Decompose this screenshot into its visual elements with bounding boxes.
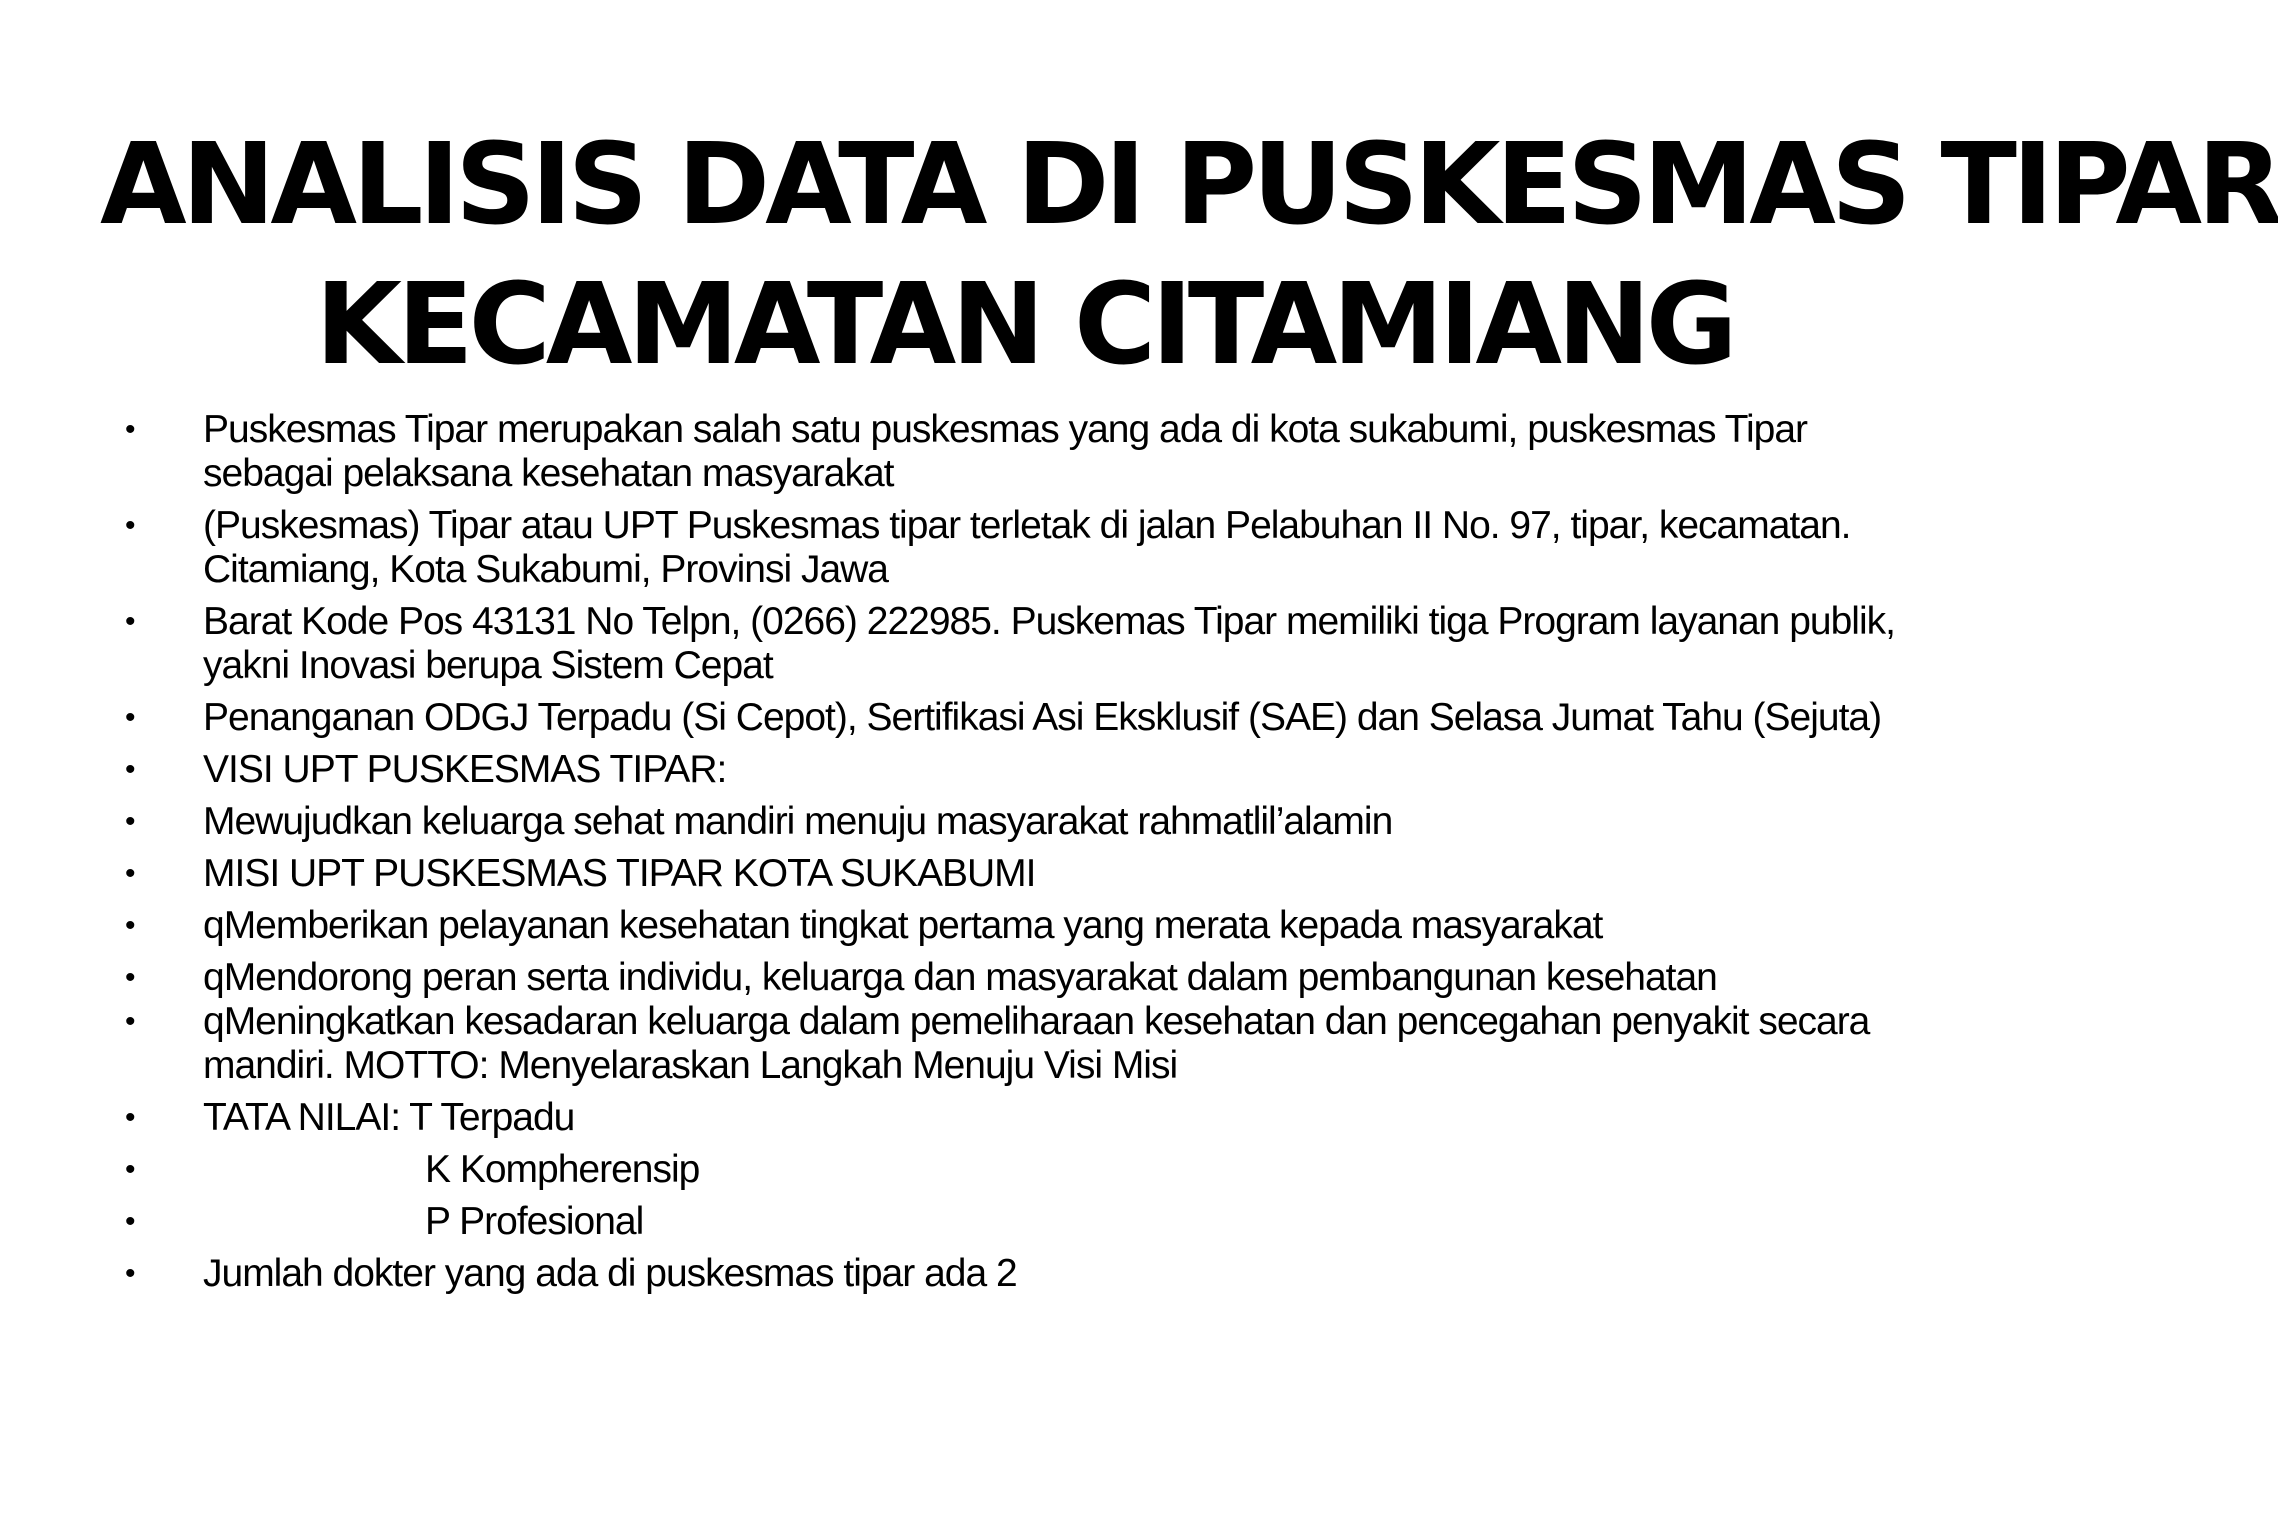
bullet-item bbox=[0, 1096, 1938, 1140]
slide-title bbox=[100, 115, 2278, 395]
bullet-text: (Puskesmas) Tipar atau UPT Puskesmas tipar terletak di jalan Pelabuhan II No. 97, tipar, kecamatan. Citamiang, Kota Sukabumi, Provinsi Jawa bbox=[203, 504, 1851, 591]
slide-title-line-2: KECAMATAN CITAMIANG bbox=[315, 260, 1733, 390]
bullet-dot-icon: • bbox=[125, 1153, 135, 1186]
bullet-dot-icon: • bbox=[125, 1005, 135, 1038]
bullet-item bbox=[0, 1252, 1938, 1296]
bullet-item bbox=[0, 748, 1938, 792]
bullet-item bbox=[0, 852, 1938, 896]
bullet-text: qMemberikan pelayanan kesehatan tingkat pertama yang merata kepada masyarakat bbox=[203, 904, 1603, 947]
bullet-dot-icon: • bbox=[125, 909, 135, 942]
bullet-text: VISI UPT PUSKESMAS TIPAR: bbox=[203, 748, 727, 791]
bullet-item bbox=[0, 600, 1938, 688]
bullet-item bbox=[0, 696, 1938, 740]
bullet-item bbox=[0, 408, 1938, 496]
bullet-item bbox=[0, 1200, 1938, 1244]
bullet-dot-icon: • bbox=[125, 509, 135, 542]
bullet-dot-icon: • bbox=[125, 605, 135, 638]
bullet-dot-icon: • bbox=[125, 1101, 135, 1134]
bullet-dot-icon: • bbox=[125, 753, 135, 786]
bullet-dot-icon: • bbox=[125, 805, 135, 838]
bullet-dot-icon: • bbox=[125, 1257, 135, 1290]
slide-title-line-1: ANALISIS DATA DI PUSKESMAS TIPAR bbox=[100, 120, 2278, 250]
bullet-item bbox=[0, 904, 1938, 948]
bullet-text: qMendorong peran serta individu, keluarga dan masyarakat dalam pembangunan kesehatan bbox=[203, 956, 1717, 999]
bullet-item bbox=[0, 956, 1938, 1000]
bullet-text: Puskesmas Tipar merupakan salah satu puskesmas yang ada di kota sukabumi, puskesmas Tipar sebagai pelaksana kesehatan masyarakat bbox=[203, 408, 1808, 495]
bullet-item bbox=[0, 1148, 1938, 1192]
bullet-dot-icon: • bbox=[125, 701, 135, 734]
bullet-text: Jumlah dokter yang ada di puskesmas tipar ada 2 bbox=[203, 1252, 1017, 1295]
bullet-item bbox=[0, 800, 1938, 844]
bullet-text: Penanganan ODGJ Terpadu (Si Cepot), Sertifikasi Asi Eksklusif (SAE) dan Selasa Jumat Tahu (Sejuta) bbox=[203, 696, 1882, 739]
bullet-dot-icon: • bbox=[125, 1205, 135, 1238]
bullet-dot-icon: • bbox=[125, 413, 135, 446]
bullet-text: P Profesional bbox=[425, 1200, 644, 1243]
bullet-text: Barat Kode Pos 43131 No Telpn, (0266) 222985. Puskemas Tipar memiliki tiga Program layanan publik, yakni Inovasi berupa Sistem Cepat bbox=[203, 600, 1895, 687]
bullet-dot-icon: • bbox=[125, 857, 135, 890]
bullet-list bbox=[0, 408, 2048, 1304]
bullet-dot-icon: • bbox=[125, 961, 135, 994]
bullet-text: K Kompherensip bbox=[425, 1148, 700, 1191]
bullet-text: TATA NILAI: T Terpadu bbox=[203, 1096, 575, 1139]
bullet-item bbox=[0, 504, 1938, 592]
bullet-text: Mewujudkan keluarga sehat mandiri menuju masyarakat rahmatlil’alamin bbox=[203, 800, 1393, 843]
bullet-text: qMeningkatkan kesadaran keluarga dalam pemeliharaan kesehatan dan pencegahan penyakit secara mandiri. MOTTO: Menyelaraskan Langkah Menuju Visi Misi bbox=[203, 1000, 1870, 1087]
bullet-item bbox=[0, 1000, 1938, 1088]
bullet-text: MISI UPT PUSKESMAS TIPAR KOTA SUKABUMI bbox=[203, 852, 1036, 895]
